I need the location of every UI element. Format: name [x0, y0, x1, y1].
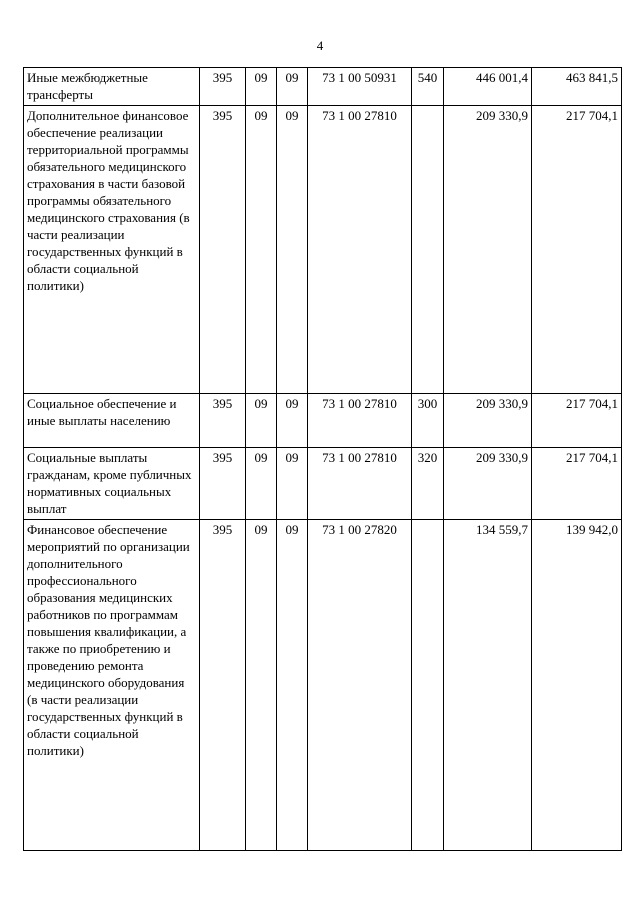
subsection-code: 09 — [277, 394, 308, 448]
expense-type-code: 300 — [412, 394, 444, 448]
row-name: Социальные выплаты гражданам, кроме публичных нормативных социальных выплат — [24, 448, 200, 520]
target-article-code: 73 1 00 27810 — [308, 106, 412, 394]
section-code: 09 — [246, 520, 277, 851]
table-row — [24, 520, 622, 851]
table-row — [24, 106, 622, 394]
section-code: 09 — [246, 394, 277, 448]
amount-year1: 209 330,9 — [444, 394, 532, 448]
ministry-code: 395 — [200, 394, 246, 448]
expense-type-code — [412, 106, 444, 394]
subsection-code: 09 — [277, 106, 308, 394]
subsection-code: 09 — [277, 68, 308, 106]
table-row — [24, 394, 622, 448]
amount-year1: 446 001,4 — [444, 68, 532, 106]
section-code: 09 — [246, 68, 277, 106]
section-code: 09 — [246, 106, 277, 394]
amount-year2: 217 704,1 — [532, 394, 622, 448]
ministry-code: 395 — [200, 106, 246, 394]
amount-year2: 139 942,0 — [532, 520, 622, 851]
amount-year2: 463 841,5 — [532, 68, 622, 106]
row-name: Иные межбюджетные трансферты — [24, 68, 200, 106]
ministry-code: 395 — [200, 520, 246, 851]
amount-year1: 209 330,9 — [444, 106, 532, 394]
amount-year2: 217 704,1 — [532, 448, 622, 520]
row-name: Финансовое обеспечение мероприятий по организации дополнительного профессионального образования медицинских работников по программам повышения квалификации, а также по приобретению и проведению ремонта медицинского оборудования (в части реализации государственных функций в области социальной политики) — [24, 520, 200, 851]
target-article-code: 73 1 00 27810 — [308, 394, 412, 448]
ministry-code: 395 — [200, 68, 246, 106]
ministry-code: 395 — [200, 448, 246, 520]
page-number: 4 — [316, 38, 324, 53]
amount-year2: 217 704,1 — [532, 106, 622, 394]
subsection-code: 09 — [277, 520, 308, 851]
target-article-code: 73 1 00 27810 — [308, 448, 412, 520]
target-article-code: 73 1 00 50931 — [308, 68, 412, 106]
table-row — [24, 448, 622, 520]
expense-type-code: 320 — [412, 448, 444, 520]
target-article-code: 73 1 00 27820 — [308, 520, 412, 851]
table-row — [24, 68, 622, 106]
row-name: Социальное обеспечение и иные выплаты населению — [24, 394, 200, 448]
row-name: Дополнительное финансовое обеспечение реализации территориальной программы обязательного медицинского страхования в части базовой программы обязательного медицинского страхования (в части реализации государственных функций в области социальной политики) — [24, 106, 200, 394]
amount-year1: 134 559,7 — [444, 520, 532, 851]
subsection-code: 09 — [277, 448, 308, 520]
expense-type-code — [412, 520, 444, 851]
expense-type-code: 540 — [412, 68, 444, 106]
section-code: 09 — [246, 448, 277, 520]
amount-year1: 209 330,9 — [444, 448, 532, 520]
budget-table — [23, 67, 622, 851]
